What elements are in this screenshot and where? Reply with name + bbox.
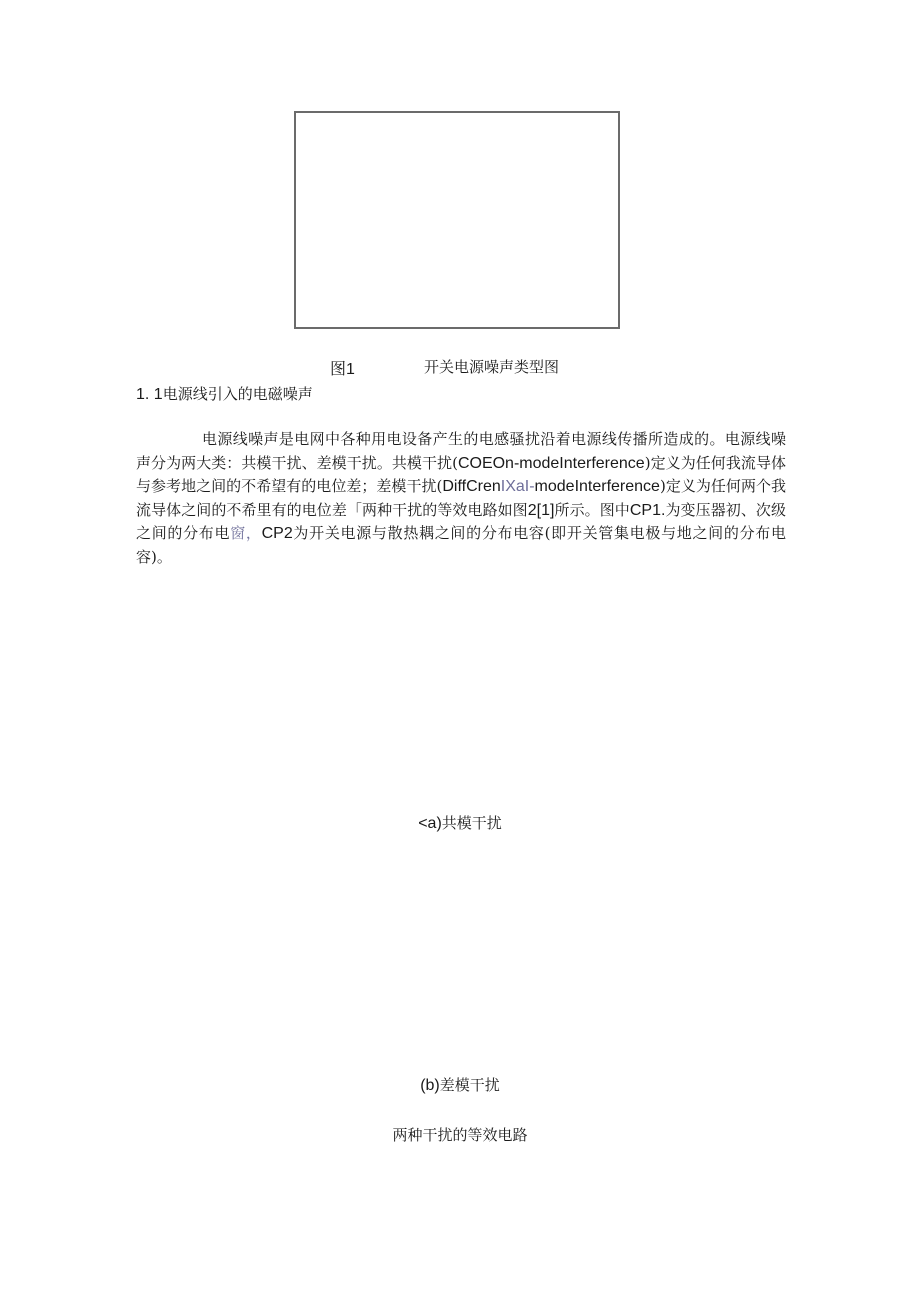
figure-1-placeholder (294, 111, 620, 329)
paragraph-text: 为变压器初、次级之间的分布电 (136, 500, 786, 542)
figure-1-title: 开关电源噪声类型图 (424, 358, 560, 376)
section-heading (136, 383, 313, 404)
subfigure-b-caption (0, 1074, 920, 1095)
figure-2-caption: 两种干扰的等效电路 (392, 1126, 528, 1144)
figure-1-label: 图1 (330, 361, 355, 378)
subfigure-a-text: 共模干扰 (441, 814, 502, 832)
paragraph-text: 所示。图中 (554, 500, 630, 519)
paragraph-term: CP2 (261, 525, 293, 542)
paragraph-text: 电源线噪声是电网中各种用电设备产生的电感骚扰沿着电源线传播所造成的。电源线噪声分为两大类：共模干扰、差模干扰。共模干扰( (136, 430, 786, 472)
paragraph-text: )定义为任何两个我流导体之间的不希里有的电位差「两种干扰的等效电路如图 (136, 477, 787, 519)
paragraph-text-faded: 窗， (230, 524, 262, 542)
paragraph-text: )定义为任何我流导体与参考地之间的不希望有的电位差；差模干扰( (136, 453, 786, 495)
subfigure-a-prefix: <a) (418, 815, 442, 832)
body-paragraph (136, 428, 786, 569)
paragraph-text: 为开关电源与散热耦之间的分布电容(即开关管集电极与地之间的分布电容)。 (136, 524, 786, 566)
paragraph-term: modeInterference (534, 478, 660, 495)
subfigure-b-text: 差模干扰 (439, 1076, 500, 1094)
paragraph-term-faded: IXaI- (500, 478, 535, 495)
subfigure-b-prefix: (b) (420, 1077, 440, 1094)
paragraph-reference: 2[1] (527, 501, 555, 519)
section-title: 电源线引入的电磁噪声 (162, 385, 313, 403)
section-number: 1. 1 (136, 386, 163, 403)
paragraph-term: COEOn-modeInterference (457, 454, 645, 472)
subfigure-a-caption (0, 812, 920, 833)
paragraph-term: CP1. (629, 501, 666, 519)
paragraph-term: DiffCren (442, 478, 501, 495)
